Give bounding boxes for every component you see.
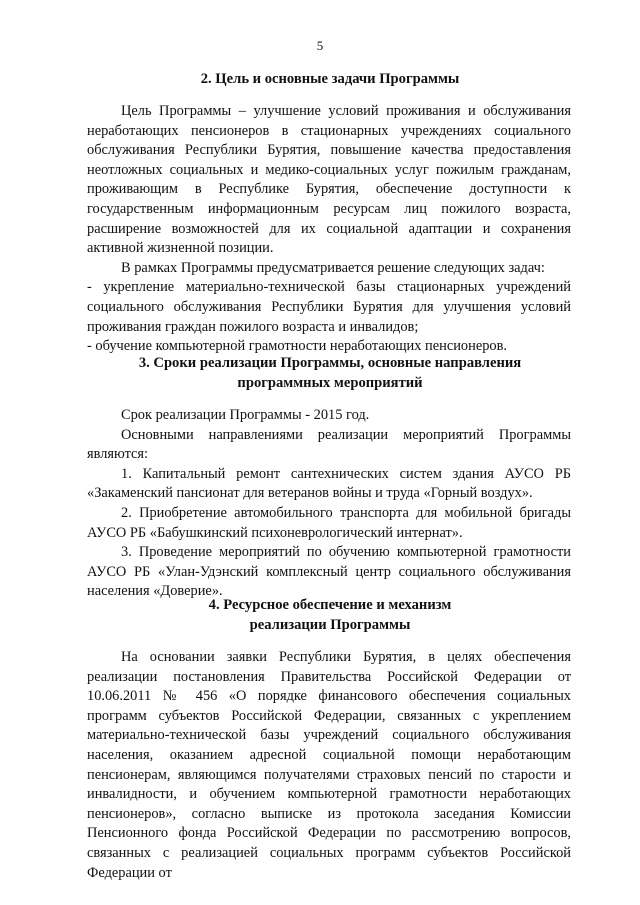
tasks-intro: В рамках Программы предусматривается решение следующих задач:: [121, 259, 545, 276]
section-4-body: [87, 648, 571, 883]
section-4-title-line: 4. Ресурсное обеспечение и механизм: [208, 597, 452, 613]
section-2-body: [87, 102, 571, 357]
direction-item: 2. Приобретение автомобильного транспорта для мобильной бригады АУСО РБ «Бабушкинский психоневрологический интернат».: [87, 504, 571, 541]
directions-intro: Основными направлениями реализации мероприятий Программы являются:: [87, 426, 571, 463]
section-4-title-line: реализации Программы: [249, 616, 411, 633]
task-item: - обучение компьютерной грамотности неработающих пенсионеров.: [87, 338, 507, 355]
section-3-heading: [80, 354, 580, 393]
term-paragraph: Срок реализации Программы - 2015 год.: [121, 407, 370, 423]
section-3-title-line: программных мероприятий: [237, 374, 423, 391]
page-number: 5: [316, 38, 324, 53]
section-4-heading: [80, 596, 580, 635]
funding-paragraph: На основании заявки Республики Бурятия, в целях обеспечения реализации постановления Правительства Российской Федерации от 10.06.2011 № 456 «О порядке финансового обеспечения социальных программ субъектов Российской Федерации, связанных с укреплением материально-технической базы учреждений социального обслуживания населения, оказанием адресной социальной помощи неработающим пенсионерам, являющимся получателями страховых пенсий по старости и инвалидности, и обучением компьютерной грамотности неработающих пенсионеров», согласно выписке из протокола заседания Комиссии Пенсионного фонда Российской Федерации по рассмотрению вопросов, связанных с реализацией социальных программ субъектов Российской Федерации от: [87, 649, 571, 881]
direction-item: 3. Проведение мероприятий по обучению компьютерной грамотности АУСО РБ «Улан-Удэнский комплексный центр социального обслуживания населения «Доверие».: [87, 544, 571, 600]
direction-item: 1. Капитальный ремонт сантехнических систем здания АУСО РБ «Закаменский пансионат для ветеранов войны и труда «Горный воздух».: [87, 465, 571, 502]
section-3-title-line: 3. Сроки реализации Программы, основные направления: [138, 355, 522, 371]
task-item: - укрепление материально-технической базы стационарных учреждений социального обслуживания Республики Бурятия для улучшения условий проживания граждан пожилого возраста и инвалидов;: [87, 279, 571, 335]
goal-paragraph: Цель Программы – улучшение условий проживания и обслуживания неработающих пенсионеров в стационарных учреждениях социального обслуживания Республики Бурятия, повышение качества предоставления неотложных социальных и медико-социальных услуг пожилым гражданам, проживающим в Республике Бурятия, обеспечение доступности к государственным информационным ресурсам лиц пожилого возраста, расширение возможностей для их социальной адаптации и сохранения активной жизненной позиции.: [87, 103, 571, 257]
section-3-body: [87, 406, 571, 602]
section-2-heading: 2. Цель и основные задачи Программы: [200, 71, 460, 87]
